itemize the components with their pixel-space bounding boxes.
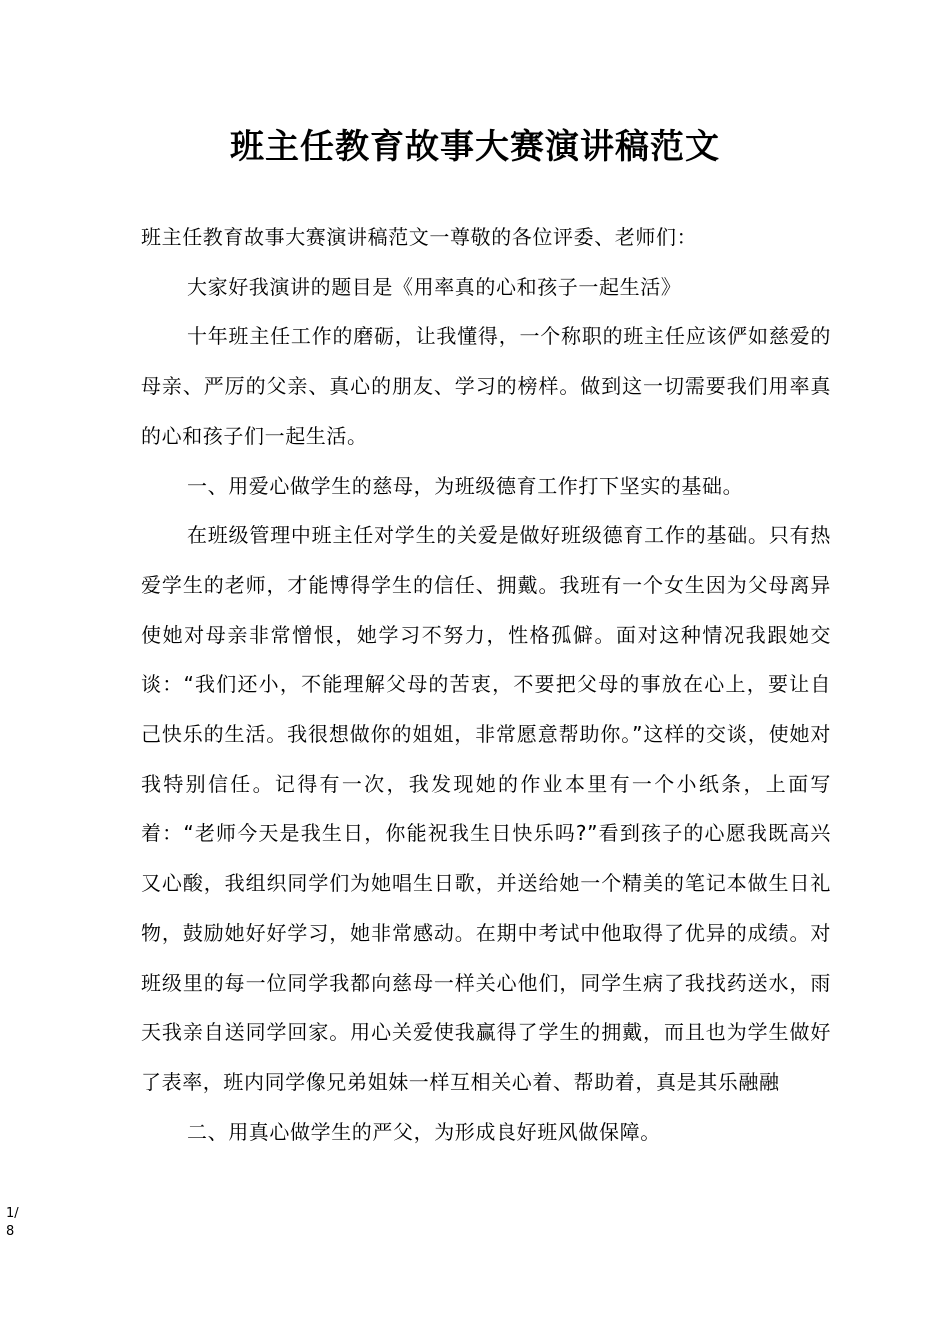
document-body — [141, 213, 831, 1157]
paragraph-intro: 十年班主任工作的磨砺，让我懂得，一个称职的班主任应该俨如慈爱的母亲、严厉的父亲、真心的朋友、学习的榜样。做到这一切需要我们用率真的心和孩子们一起生活。 — [141, 324, 831, 448]
paragraph-story: 在班级管理中班主任对学生的关爱是做好班级德育工作的基础。只有热爱学生的老师，才能博得学生的信任、拥戴。我班有一个女生因为父母离异使她对母亲非常憎恨，她学习不努力，性格孤僻。面对这种情况我跟她交谈：“我们还小，不能理解父母的苦衷，不要把父母的事放在心上，要让自己快乐的生活。我很想做你的姐姐，非常愿意帮助你。”这样的交谈，使她对我特别信任。记得有一次，我发现她的作业本里有一个小纸条，上面写着：“老师今天是我生日，你能祝我生日快乐吗?”看到孩子的心愿我既高兴又心酸，我组织同学们为她唱生日歌，并送给她一个精美的笔记本做生日礼物，鼓励她好好学习，她非常感动。在期中考试中他取得了优异的成绩。对班级里的每一位同学我都向慈母一样关心他们，同学生病了我找药送水，雨天我亲自送同学回家。用心关爱使我赢得了学生的拥戴，而且也为学生做好了表率，班内同学像兄弟姐妹一样互相关心着、帮助着，真是其乐融融 — [141, 523, 831, 1094]
paragraph-topic: 大家好我演讲的题目是《用率真的心和孩子一起生活》 — [187, 274, 682, 299]
section-heading-1: 一、用爱心做学生的慈母，为班级德育工作打下坚实的基础。 — [187, 473, 744, 498]
document-title: 班主任教育故事大赛演讲稿范文 — [230, 127, 720, 167]
section-heading-2: 二、用真心做学生的严父，为形成良好班风做保障。 — [187, 1119, 661, 1144]
page-number: 1/8 — [6, 1206, 19, 1239]
paragraph-salutation: 班主任教育故事大赛演讲稿范文一尊敬的各位评委、老师们： — [141, 225, 698, 249]
